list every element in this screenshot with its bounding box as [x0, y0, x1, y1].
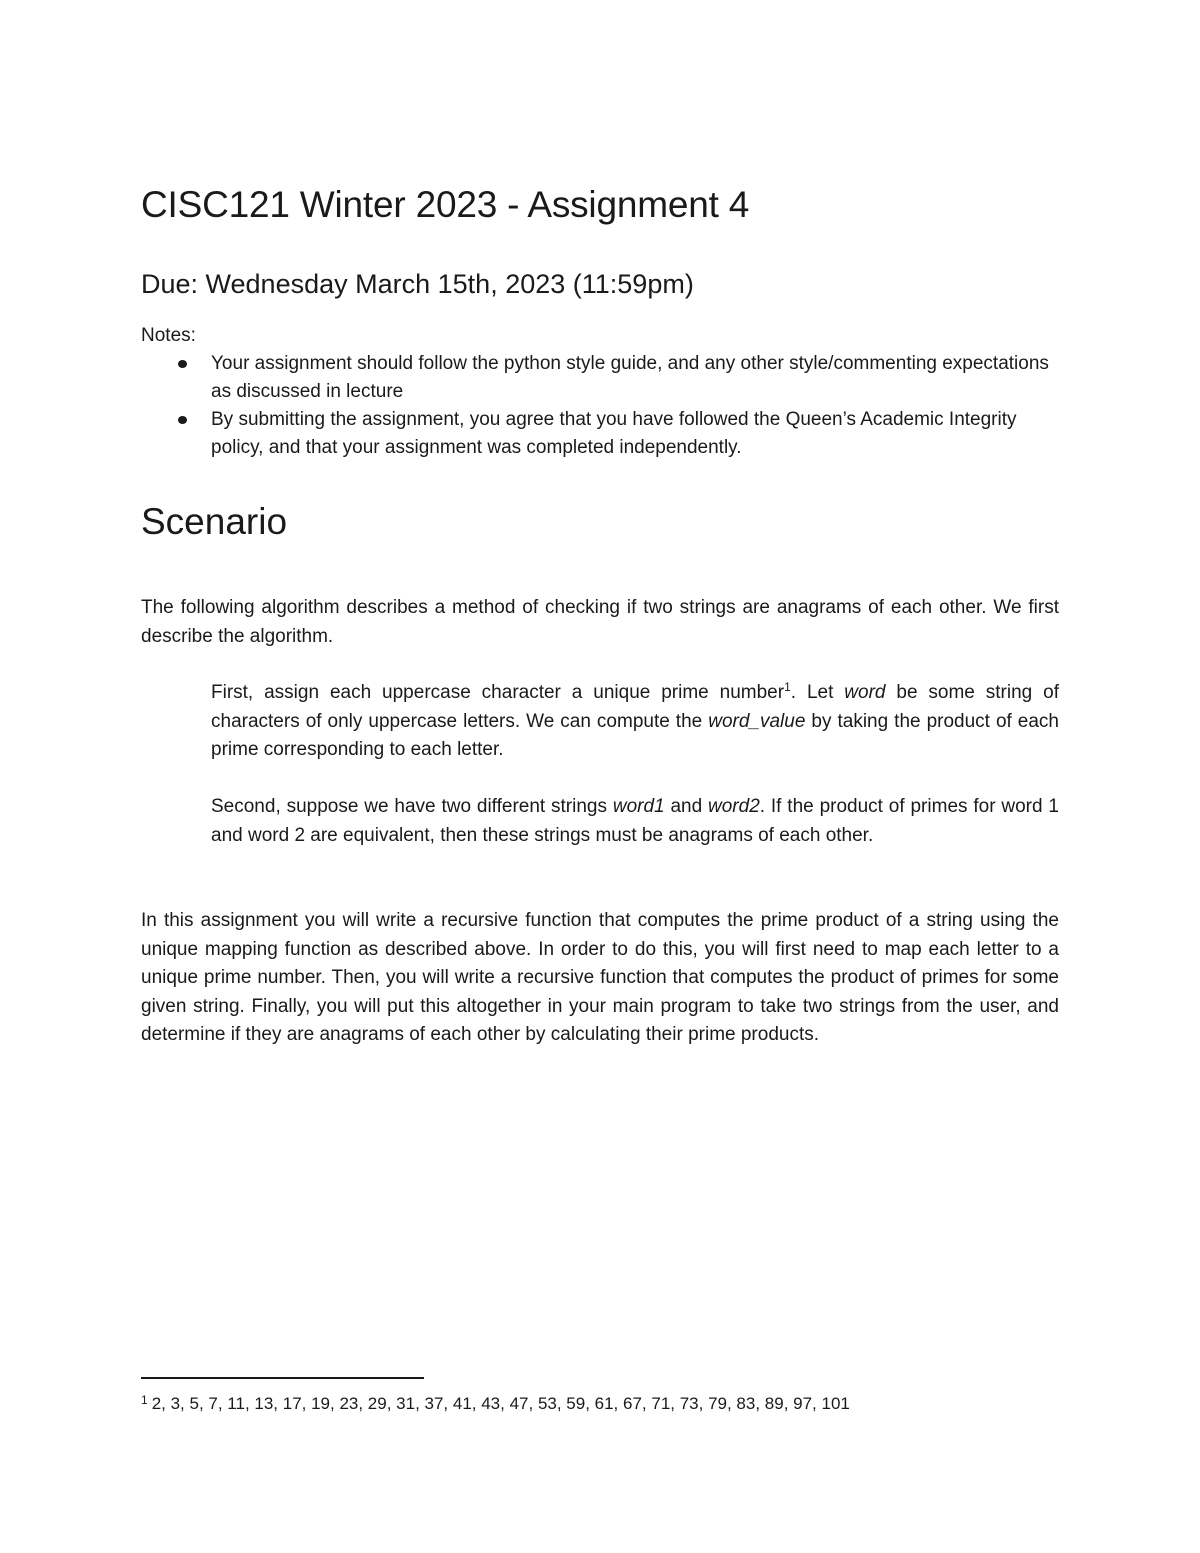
step1-text-c: be some string of characters of only uppercase letters. We can compute the [211, 682, 1059, 732]
note-text: Your assignment should follow the python style guide, and any other style/commenting expectations as discussed in lecture [211, 353, 1049, 402]
notes-label: Notes: [141, 325, 196, 346]
note-item [211, 350, 1059, 406]
due-date: Due: Wednesday March 15th, 2023 (11:59pm) [141, 269, 694, 299]
note-text: By submitting the assignment, you agree that you have followed the Queen’s Academic Integrity policy, and that your assignment was completed independently. [211, 409, 1017, 458]
footnote-divider [141, 1377, 424, 1379]
scenario-heading: Scenario [141, 501, 288, 542]
term-word1: word1 [612, 796, 665, 817]
step2-text-c: . If the product of primes for word 1 and word 2 are equivalent, then these strings must be anagrams of each other. [211, 796, 1059, 846]
footnote [141, 1388, 850, 1416]
step2-text-a: Second, suppose we have two different strings [211, 796, 613, 817]
step1-text-a: First, assign each uppercase character a unique prime number [211, 682, 785, 703]
footnote-text: 2, 3, 5, 7, 11, 13, 17, 19, 23, 29, 31, 37, 41, 43, 47, 53, 59, 61, 67, 71, 73, 79, 83, 89, 97, 101 [151, 1394, 850, 1413]
term-word2: word2 [708, 796, 760, 817]
step1-text-b: . Let [790, 682, 845, 703]
assignment-task: In this assignment you will write a recursive function that computes the prime product of a string using the unique mapping function as described above. In order to do this, you will first need to map each letter to a unique prime number. Then, you will write a recursive function that computes the product of primes for some given string. Finally, you will put this altogether in your main program to take two strings from the user, and determine if they are anagrams of each other by calculating their prime products. [141, 910, 1059, 1046]
footnote-mark: 1 [141, 1393, 148, 1407]
term-word: word [844, 682, 886, 703]
scenario-intro: The following algorithm describes a method of checking if two strings are anagrams of each other. We first describe the algorithm. [141, 597, 1059, 647]
bullet-icon [178, 360, 187, 368]
note-item [211, 406, 1059, 462]
term-word-value: word_value [708, 710, 806, 732]
bullet-icon [178, 416, 187, 424]
step2-text-b: and [664, 796, 709, 817]
notes-list [211, 350, 1059, 462]
algorithm-step-2 [211, 793, 1059, 850]
footnote-ref: 1 [784, 680, 791, 694]
step1-text-d: by taking the product of each prime corresponding to each letter. [211, 710, 1060, 761]
algorithm-step-1 [211, 679, 1059, 765]
document-title: CISC121 Winter 2023 - Assignment 4 [141, 184, 750, 225]
